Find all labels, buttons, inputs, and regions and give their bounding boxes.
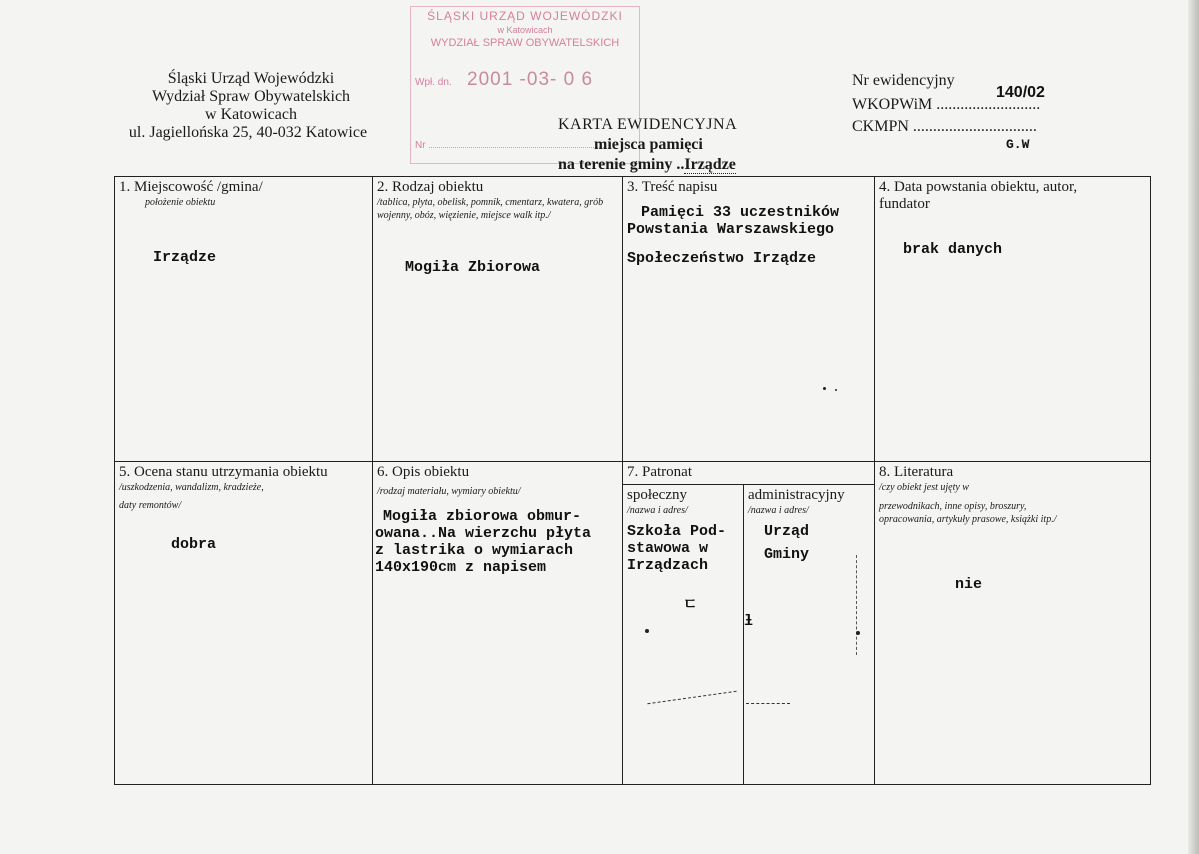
cell-6-line-2: owana..Na wierzchu płyta xyxy=(375,525,592,542)
ink-mark xyxy=(823,387,826,390)
patronat-admin xyxy=(744,485,874,784)
cell-5-value: dobra xyxy=(171,536,217,553)
cell-4 xyxy=(875,177,1151,462)
cell-2-sub: /tablica, płyta, obelisk, pomnik, cmentarz, kwatera, grób wojenny, obóz, więzienie, miejsce walk itp./ xyxy=(377,197,604,221)
cell-3 xyxy=(623,177,875,462)
ink-mark xyxy=(835,389,837,391)
cell-1-sub: położenie obiektu xyxy=(145,197,216,208)
ink-mark xyxy=(856,631,860,635)
cell-5-sub-2: daty remontów/ xyxy=(119,500,182,511)
patronat-admin-line-1: Urząd xyxy=(764,523,810,540)
patronat-admin-sub: /nazwa i adres/ xyxy=(748,505,809,516)
ink-line xyxy=(746,703,790,704)
stamp-office: ŚLĄSKI URZĄD WOJEWÓDZKI xyxy=(427,9,623,23)
cell-6 xyxy=(373,462,623,785)
patronat-admin-value xyxy=(744,517,874,563)
form-grid xyxy=(114,176,1151,785)
cell-1-header: 1. Miejscowość /gmina/ xyxy=(119,179,263,195)
cell-3-line-2: Powstania Warszawskiego xyxy=(627,221,835,238)
cell-3-line-1: Pamięci 33 uczestników xyxy=(641,204,840,221)
cell-5-header: 5. Ocena stanu utrzymania obiektu xyxy=(119,464,328,480)
issuer-line-3: w Katowicach xyxy=(205,106,297,123)
cell-5-sub: /uszkodzenia, wandalizm, kradzieże, xyxy=(119,482,264,493)
document-title: KARTA EWIDENCYJNA xyxy=(558,116,738,133)
cell-5 xyxy=(115,462,373,785)
cell-6-sub: /rodzaj materiału, wymiary obiektu/ xyxy=(377,486,521,497)
registry-wkopwim: WKOPWiM .......................... xyxy=(852,96,1041,113)
cell-8-sub-2: przewodnikach, inne opisy, broszury, xyxy=(879,501,1027,512)
registry-ckmpn: CKMPN ............................... xyxy=(852,118,1037,135)
ink-mark xyxy=(645,629,649,633)
issuer-line-1: Śląski Urząd Wojewódzki xyxy=(167,70,335,87)
cell-6-line-4: 140x190cm z napisem xyxy=(375,559,547,576)
patronat-admin-line-2: Gminy xyxy=(764,546,810,563)
issuer-line-4: ul. Jagiellońska 25, 40-032 Katowice xyxy=(128,124,368,141)
patronat-split xyxy=(623,484,874,784)
patronat-admin-label: administracyjny xyxy=(748,487,845,503)
cell-8-sub-3: opracowania, artykuły prasowe, książki itp./ xyxy=(879,514,1057,525)
cell-2-header: 2. Rodzaj obiektu xyxy=(377,179,484,195)
patronat-social-line-3: Irządzach xyxy=(627,557,709,574)
cell-4-value: brak danych xyxy=(903,241,1003,258)
cell-7-header: 7. Patronat xyxy=(627,464,692,480)
cell-2-value: Mogiła Zbiorowa xyxy=(405,259,541,276)
stamp-received-label: Wpł. dn. xyxy=(415,77,452,88)
cell-8 xyxy=(875,462,1151,785)
stamp-city: w Katowicach xyxy=(497,25,553,35)
patronat-social-sub: /nazwa i adres/ xyxy=(627,505,688,516)
registry-nr-label: Nr ewidencyjny xyxy=(852,72,955,89)
stamp-department: WYDZIAŁ SPRAW OBYWATELSKICH xyxy=(430,37,620,49)
cell-8-header: 8. Literatura xyxy=(879,464,954,480)
registry-ckmpn-value: G.W xyxy=(1006,137,1030,152)
cell-2 xyxy=(373,177,623,462)
ink-mark: ㄷ xyxy=(683,597,698,614)
cell-6-line-1: Mogiła zbiorowa obmur- xyxy=(383,508,582,525)
issuer-block xyxy=(112,70,390,142)
cell-1-value: Irządze xyxy=(153,249,217,266)
municipality-line xyxy=(558,156,736,174)
cell-6-header: 6. Opis obiektu xyxy=(377,464,470,480)
ink-mark: ƚ xyxy=(744,613,754,630)
issuer-line-2: Wydział Spraw Obywatelskich xyxy=(151,88,351,105)
cell-8-value: nie xyxy=(955,576,983,593)
registry-nr-value: 140/02 xyxy=(996,84,1045,101)
cell-1 xyxy=(115,177,373,462)
ink-line xyxy=(856,555,857,655)
stamp-number-line xyxy=(429,137,604,148)
patronat-social-line-2: stawowa w xyxy=(627,540,709,557)
cell-3-line-4: Społeczeństwo Irządze xyxy=(627,250,817,267)
scan-edge xyxy=(1188,0,1199,854)
cell-3-value xyxy=(623,196,874,267)
cell-3-header: 3. Treść napisu xyxy=(627,179,718,195)
patronat-social-value xyxy=(623,517,743,574)
stamp-received-date: 2001 -03- 0 6 xyxy=(467,69,594,90)
cell-4-header-2: fundator xyxy=(879,196,930,212)
municipality-label: na terenie gminy .. xyxy=(558,156,685,173)
cell-8-sub-1: /czy obiekt jest ujęty w xyxy=(879,482,969,493)
patronat-social xyxy=(623,485,744,784)
ink-line xyxy=(647,691,736,705)
cell-6-value xyxy=(373,498,622,576)
patronat-social-label: społeczny xyxy=(627,487,687,503)
municipality-value: Irządze xyxy=(684,156,736,173)
document-subtitle: miejsca pamięci xyxy=(594,136,703,153)
stamp-number-label: Nr xyxy=(415,140,426,151)
cell-4-header: 4. Data powstania obiektu, autor, xyxy=(879,179,1078,195)
cell-6-line-3: z lastrika o wymiarach xyxy=(375,542,574,559)
cell-7 xyxy=(623,462,875,785)
patronat-social-line-1: Szkoła Pod- xyxy=(627,523,727,540)
